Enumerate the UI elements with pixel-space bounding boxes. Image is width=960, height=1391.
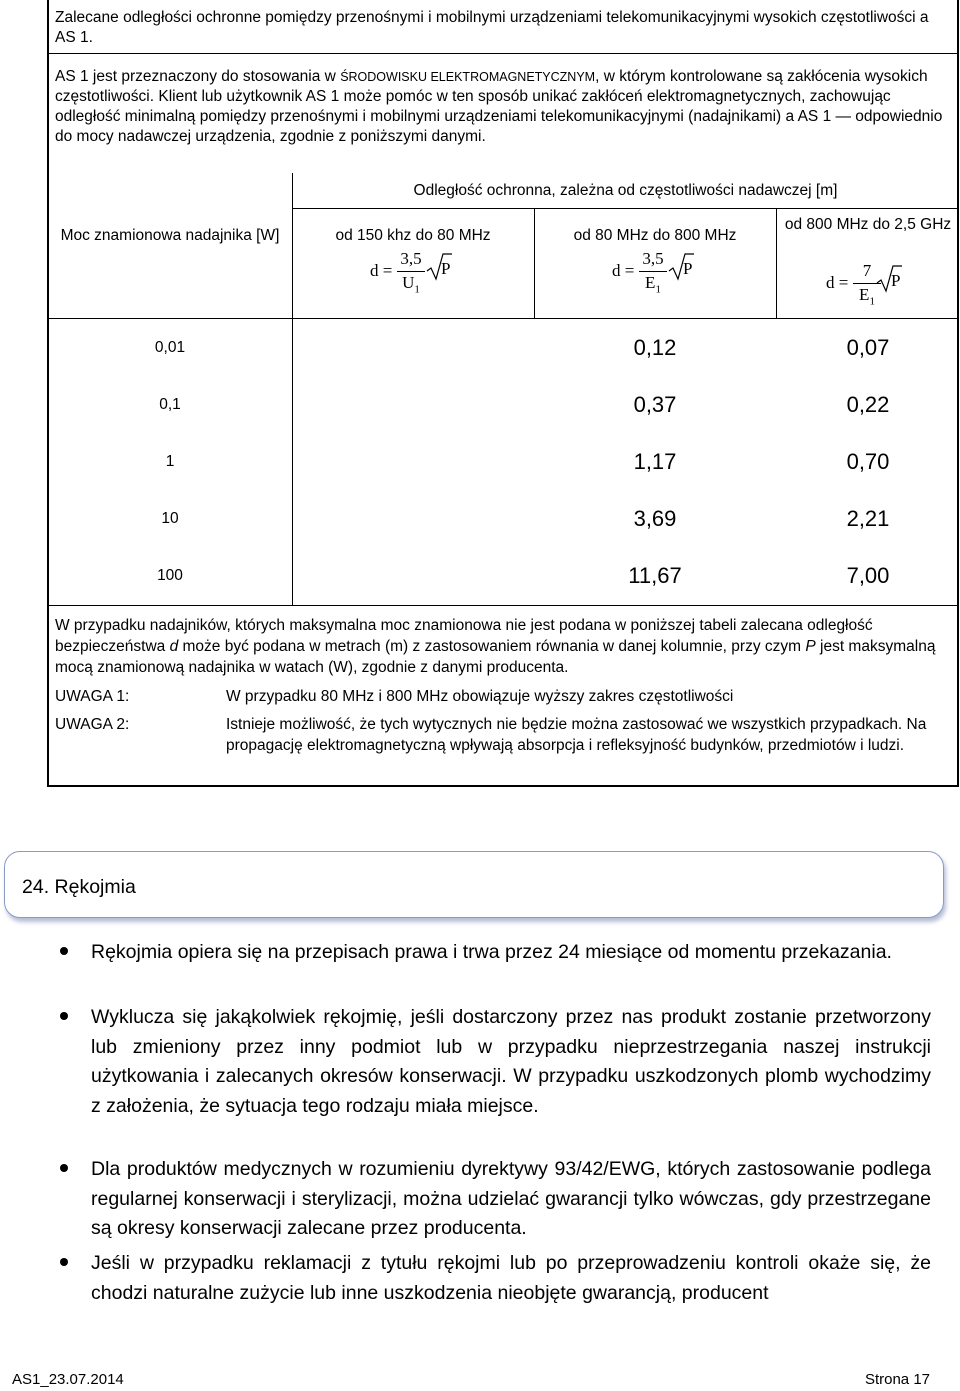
bullet-icon [60, 1012, 68, 1020]
row-power: 0,01 [154, 339, 186, 356]
row-c3: 0,07 [846, 335, 890, 360]
footer-page-number: Strona 17 [864, 1371, 930, 1388]
col1-header: od 150 khz do 80 MHz [335, 227, 491, 244]
row-power: 0,1 [159, 396, 181, 413]
row-c2: 0,12 [633, 335, 677, 360]
bullet-icon [60, 1164, 68, 1172]
row-power: 10 [161, 510, 179, 527]
group-header: Odległość ochronna, zależna od częstotliwości nadawczej [m] [413, 182, 838, 199]
bullet-icon [60, 1258, 68, 1266]
bullet-icon [60, 947, 68, 955]
formula-col2: d = 3,5 $E_1$ P [612, 249, 693, 296]
table-title: Zalecane odległości ochronne pomiędzy przenośnymi i mobilnymi urządzeniami telekomunikacyjnymi wysokich częstotliwości a AS 1. [55, 9, 929, 46]
row-power: 100 [157, 567, 183, 584]
row-c3: 0,70 [846, 449, 890, 474]
uwaga2-text: Istnieje możliwość, że tych wytycznych nie będzie można zastosować we wszystkich przypadkach. Na propagację elektromagnetyczną wpływają absorpcja i refleksyjność budynków, przedmiotów i ludzi. [226, 716, 927, 754]
intro-paragraph: AS 1 jest przeznaczony do stosowania w ŚRODOWISKU ELEKTROMAGNETYCZNYM, w którym kontrolowane są zakłócenia wysokich częstotliwości. Klient lub użytkownik AS 1 może pomóc w ten sposób unikać zakłóceń elektromagnetycznych, zachowując odległość minimalną pomiędzy przenośnymi i mobilnymi urządzeniami telekomunikacyjnymi (nadajnikami) a AS 1 — odpowiednio do mocy nadawczej urządzenia, zgodnie z poniższymi danymi. [55, 68, 943, 145]
row-c2: 11,67 [628, 563, 682, 588]
row-c3: 0,22 [846, 392, 890, 417]
row-power: 1 [165, 453, 175, 470]
row-c2: 3,69 [633, 506, 677, 531]
row-c2: 1,17 [633, 449, 677, 474]
uwaga1-text: W przypadku 80 MHz i 800 MHz obowiązuje wyższy zakres częstotliwości [226, 688, 734, 705]
col-power-header: Moc znamionowa nadajnika [W] [60, 227, 280, 244]
uwaga2-label: UWAGA 2: [55, 716, 130, 733]
title-divider [49, 53, 957, 54]
row-c3: 2,21 [846, 506, 890, 531]
formula-col1: d = 3,5 $U_1$ P [370, 249, 451, 296]
section-heading-box [4, 851, 944, 918]
note-paragraph: W przypadku nadajników, których maksymalna moc znamionowa nie jest podana w poniższej tabeli zalecana odległość bezpieczeństwa d może być podana w metrach (m) z zastosowaniem równania w danej kolumnie, przy czym P jest maksymalną mocą znamionową nadajnika w watach (W), zgodnie z danymi producenta. [55, 617, 936, 676]
footer-doc-id: AS1_23.07.2014 [12, 1371, 124, 1388]
row-c2: 0,37 [633, 392, 677, 417]
formula-col3: d = 7 $E_1$ P [826, 261, 901, 308]
row-c3: 7,00 [846, 563, 890, 588]
col3-header: od 800 MHz do 2,5 GHz [784, 216, 952, 233]
uwaga1-label: UWAGA 1: [55, 688, 130, 705]
section-title: 24. Rękojmia [22, 876, 136, 898]
col2-header: od 80 MHz do 800 MHz [573, 227, 737, 244]
